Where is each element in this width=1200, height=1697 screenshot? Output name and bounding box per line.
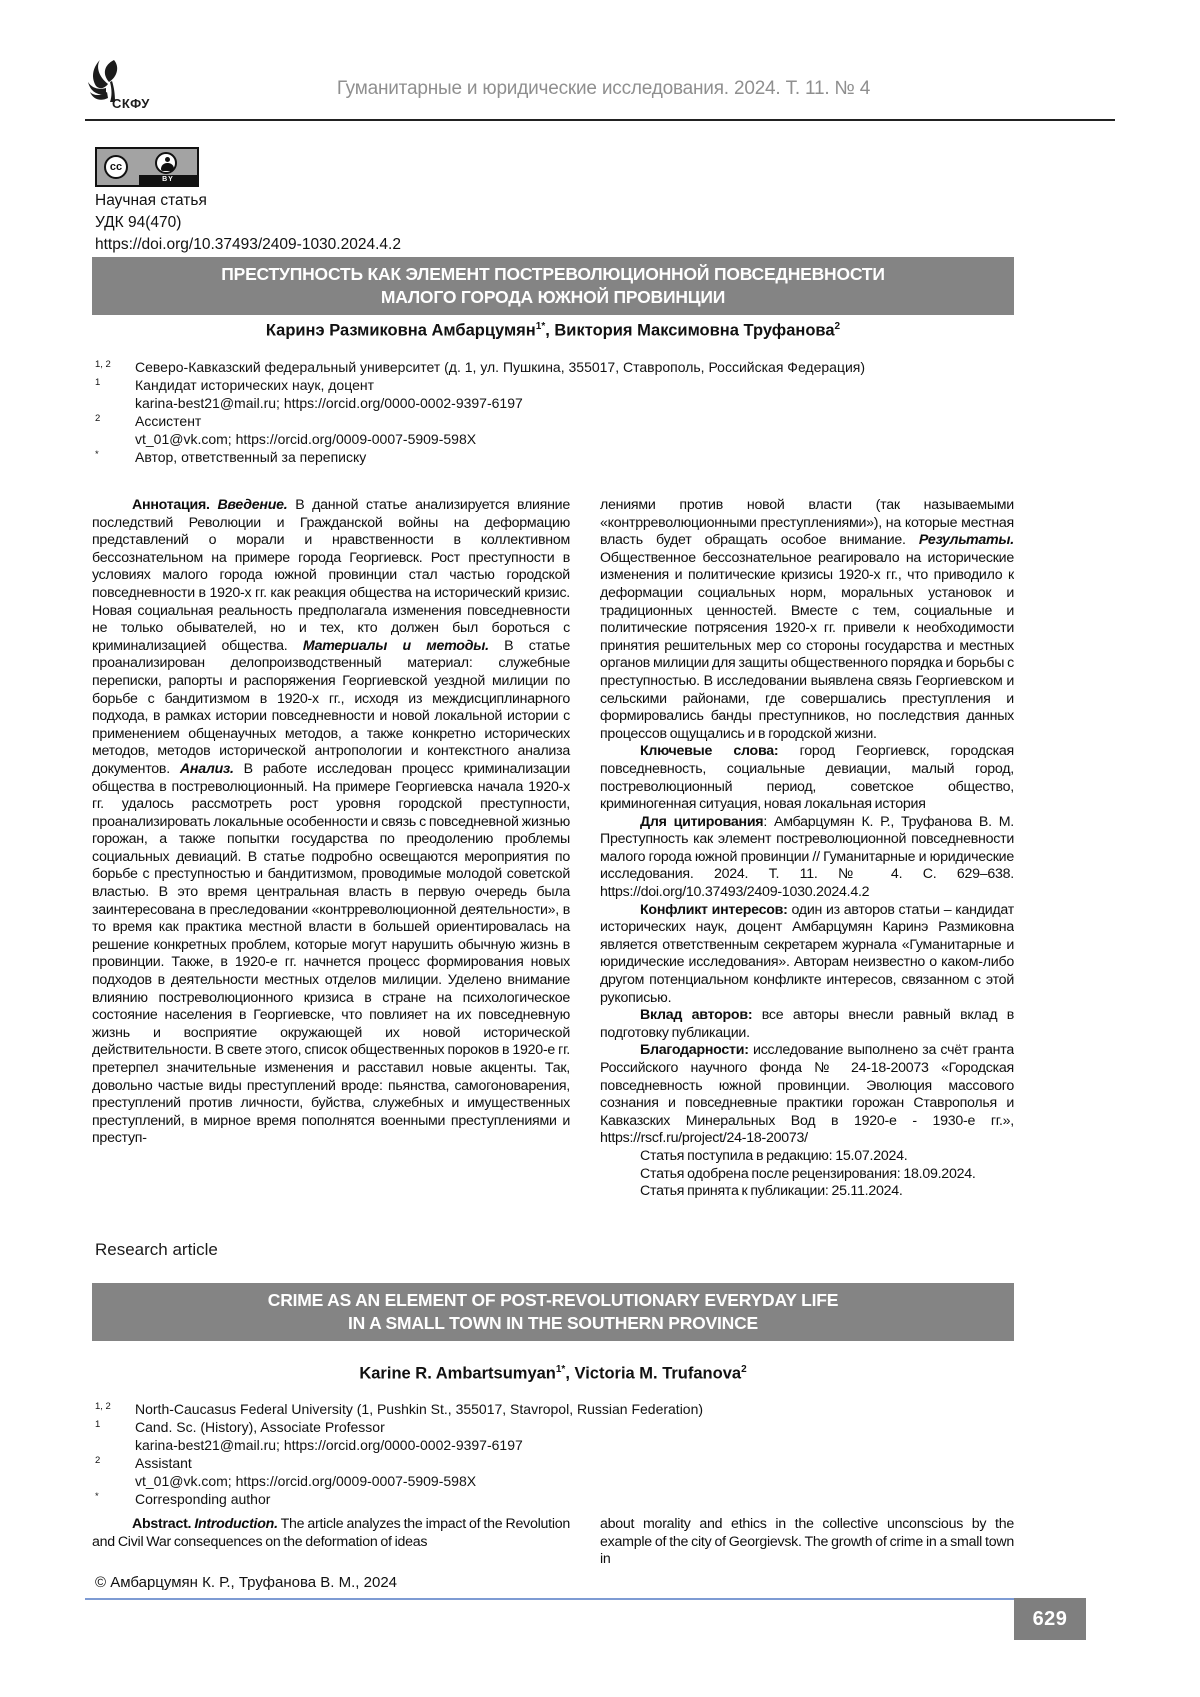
affiliation-text: Кандидат исторических наук, доцент <box>135 377 375 393</box>
article-meta <box>95 190 795 256</box>
affiliation-row <box>95 1436 975 1454</box>
affiliation-marker: 1, 2 <box>95 1401 111 1412</box>
ru-title-line1: ПРЕСТУПНОСТЬ КАК ЭЛЕМЕНТ ПОСТРЕВОЛЮЦИОННОЙ ПОВСЕДНЕВНОСТИ <box>221 264 885 284</box>
ru-affiliations <box>95 358 975 466</box>
text-run: В статье проанализирован делопроизводственный материал: служебные переписки, рапорты и распоряжения Георгиевской уездной милиции по борьбе с бандитизмом в 1920-х гг., исходя из междисциплинарного подхода, в рамках истории повседневности и новой локальной истории с применением общенаучных методов, а также конкретно исторических методов, методов исторической антропологии и контекстного анализа документов. <box>92 637 571 777</box>
affiliation-marker: * <box>95 449 99 460</box>
affiliation-text: vt_01@vk.com; https://orcid.org/0009-0007-5909-598X <box>135 431 477 447</box>
text-run: Introduction. <box>194 1516 278 1532</box>
en-abstract-right-column <box>600 1516 1014 1578</box>
en-title-line2: IN A SMALL TOWN IN THE SOUTHERN PROVINCE <box>347 1313 759 1333</box>
superscript-marker: 2 <box>741 1364 747 1375</box>
affiliation-marker: 2 <box>95 1455 101 1466</box>
superscript-marker: 1* <box>535 321 546 332</box>
en-title-line1: CRIME AS AN ELEMENT OF POST-REVOLUTIONARY EVERYDAY LIFE <box>267 1290 839 1310</box>
affiliation-row <box>95 1418 975 1436</box>
text-run: Статья одобрена после рецензирования: 18.09.2024. <box>640 1165 976 1182</box>
affiliation-row <box>95 412 975 430</box>
doi-link[interactable]: https://doi.org/10.37493/2409-1030.2024.4.2 <box>95 236 401 253</box>
article-type: Научная статья <box>95 192 207 209</box>
text-run: Для цитирования <box>640 813 764 830</box>
affiliation-row <box>95 376 975 394</box>
text-run: В данной статье анализируется влияние последствий Революции и Гражданской войны на деформацию представлений о морали и нравственности в коллективном бессознательном на примере города Георгиевск. Рост преступности в условиях малого города южной провинции стал частью городской повседневности в 1920-х гг. как реакция общества на исторический кризис. Новая социальная реальность предполагала изменения повседневности не только обывателей, но и тех, кто должен был бороться с криминализацией общества. <box>92 497 570 654</box>
paragraph <box>92 497 570 1148</box>
research-article-label: Research article <box>95 1240 218 1259</box>
paragraph <box>600 1183 1014 1201</box>
text-run: Ключевые слова: <box>640 743 779 760</box>
affiliation-marker: * <box>95 1491 99 1502</box>
affiliation-marker <box>95 1434 135 1452</box>
text-run: Введение. <box>217 497 288 513</box>
text-run: Karine R. Ambartsumyan <box>359 1364 556 1383</box>
text-run: Результаты. <box>918 532 1014 549</box>
footer-rule <box>85 1598 1014 1600</box>
en-abstract-left-column <box>92 1516 570 1578</box>
affiliation-marker: 2 <box>95 413 101 424</box>
text-run: город Георгиевск, городская повседневность, социальные девиации, малый город, постреволюционный период, советское общество, криминогенная ситуация, новая локальная история <box>600 743 1014 813</box>
text-run: все авторы внесли равный вклад в подготовку публикации. <box>600 1007 1014 1041</box>
text-run: Общественное бессознательное реагировало на исторические изменения и политические кризисы 1920-х гг., что приводило к деформации социальных норм, моральных установок и традиционных ценностей. Вместе с тем, социальные и политические потрясения 1920-х гг. привели к необходимости принятия решительных мер со стороны государства и местных органов милиции для защиты общественного порядка и борьбы с преступностью. В исследовании выявлена связь Георгиевском и сельскими районами, где совершались преступления и формировались банды преступников, но последствия данных процессов ощущались и в городской жизни. <box>600 549 1014 742</box>
en-affiliations <box>95 1400 975 1508</box>
text-run: : Амбарцумян К. Р., Труфанова В. М. Преступность как элемент постреволюционной повседневности малого города южной провинции // Гуманитарные и юридические исследования. 2024. Т. 11. № 4. С. 629–638. https://doi.org/10.37493/2409-1030.2024.4.2 <box>600 813 1014 901</box>
cc-license-badge[interactable] <box>95 147 199 187</box>
superscript-marker: 2 <box>834 321 841 332</box>
affiliation-text: Cand. Sc. (History), Associate Professor <box>135 1419 385 1435</box>
text-run: Каринэ Размиковна Амбарцумян <box>265 321 536 340</box>
affiliation-row <box>95 394 975 412</box>
en-authors <box>92 1364 1014 1384</box>
en-title-banner <box>92 1283 1014 1341</box>
text-run: Abstract. <box>132 1516 195 1532</box>
text-run: , Victoria M. Trufanova <box>565 1364 742 1383</box>
cc-icon: cc <box>104 155 128 179</box>
paragraph <box>600 1516 1014 1569</box>
journal-header-title: Гуманитарные и юридические исследования. 2024. Т. 11. № 4 <box>336 78 871 99</box>
ru-title-banner <box>92 257 1014 315</box>
affiliation-text: North-Caucasus Federal University (1, Pushkin St., 355017, Stavropol, Russian Federation) <box>135 1401 704 1417</box>
page-number-badge: 629 <box>1014 1598 1086 1640</box>
affiliation-text: vt_01@vk.com; https://orcid.org/0009-0007-5909-598X <box>135 1473 477 1489</box>
affiliation-marker <box>95 1470 135 1488</box>
text-run: Материалы и методы. <box>302 637 489 654</box>
affiliation-marker: 1, 2 <box>95 359 111 370</box>
text-run: исследование выполнено за счёт гранта Российского научного фонда № 24-18-20073 «Городская повседневность южной провинции. Эволюция массового сознания и повседневные практики горожан Ставрополья и Кавказских Минеральных Вод в 1920-е - 1930-е гг.», https://rscf.ru/project/24-18-20073/ <box>600 1042 1014 1147</box>
text-run: Вклад авторов: <box>640 1007 753 1024</box>
ru-authors <box>92 321 1014 341</box>
paragraph <box>600 1042 1014 1148</box>
paragraph <box>600 1148 1014 1166</box>
paragraph <box>600 902 1014 1008</box>
text-run: The article analyzes the impact of the Revolution and Civil War consequences on the deformation of ideas <box>92 1516 571 1550</box>
affiliation-row <box>95 1400 975 1418</box>
affiliation-text: Assistant <box>135 1455 192 1471</box>
affiliation-row <box>95 358 975 376</box>
affiliation-row <box>95 448 975 466</box>
paragraph <box>600 743 1014 813</box>
by-person-icon <box>155 152 177 174</box>
affiliation-text: Ассистент <box>135 413 202 429</box>
superscript-marker: 1* <box>555 1364 566 1375</box>
text-run: , Виктория Максимовна Труфанова <box>545 321 835 340</box>
affiliation-row <box>95 430 975 448</box>
ru-abstract-right-column <box>600 497 1014 1229</box>
affiliation-row <box>95 1490 975 1508</box>
affiliation-row <box>95 1472 975 1490</box>
footer-copyright: © Амбарцумян К. Р., Труфанова В. М., 2024 <box>95 1574 398 1591</box>
paragraph <box>600 814 1014 902</box>
text-run: лениями против новой власти (так называемыми «контрреволюционными преступлениями»), на которые местная власть будет обращать особое внимание. <box>600 497 1014 549</box>
affiliation-text: karina-best21@mail.ru; https://orcid.org/0000-0002-9397-6197 <box>135 395 523 411</box>
affiliation-text: Corresponding author <box>135 1491 271 1507</box>
text-run: Статья поступила в редакцию: 15.07.2024. <box>640 1147 908 1164</box>
text-run: один из авторов статьи – кандидат исторических наук, доцент Амбарцумян Каринэ Размиковна является ответственным секретарем журнала «Гуманитарные и юридические исследования». Авторам неизвестно о каком-либо другом потенциальном конфликте интересов, связанном с этой рукописью. <box>600 901 1014 1006</box>
affiliation-marker <box>95 392 135 410</box>
affiliation-row <box>95 1454 975 1472</box>
paragraph <box>600 1007 1014 1042</box>
ru-abstract-left-column <box>92 497 570 1229</box>
text-run: В работе исследован процесс криминализации общества в постреволюционный. На примере Георгиевска начала 1920-х гг. удалось рассмотреть рост уровня городской преступности, проанализировать локальные особенности и связь с повседневной жизнью горожан, а также попытки государства по преодолению проблемы социальных девиаций. В статье подробно освещаются мероприятия по борьбе с преступностью и бандитизмом, проводимые молодой советской властью. В это время центральная власть в первую очередь была заинтересована в преследовании «контрреволюционной деятельности», в то время как практика местной власти в большей ориентировалась на решение конкретных проблем, которые могут нарушить обычную жизнь в провинции. Также, в 1920-е гг. начнется процесс формирования новых подходов в деятельности местных отделов милиции. Уделено внимание влиянию постреволюционного кризиса в стране на психологическое состояние населения в Георгиевске, что повлияет на их повседневную жизнь и восприятие окружающей их новой исторической действительности. В свете этого, список общественных пороков в 1920-е гг. претерпел значительные изменения и расставил новые акценты. Так, довольно частые виды преступлений вроде: пьянства, самогоноварения, преступлений против личности, буйства, служебных и имущественных преступлений, в мирное время пополнятся военными преступлениями и преступ- <box>92 760 570 1147</box>
affiliation-marker: 1 <box>95 377 101 388</box>
text-run: Статья принята к публикации: 25.11.2024. <box>640 1183 903 1200</box>
text-run: Анализ. <box>179 760 234 777</box>
paragraph <box>600 1166 1014 1184</box>
en-abstract <box>92 1516 1014 1578</box>
cc-by-label: BY <box>139 175 197 185</box>
ru-title-line2: МАЛОГО ГОРОДА ЮЖНОЙ ПРОВИНЦИИ <box>380 287 726 307</box>
affiliation-text: Автор, ответственный за переписку <box>135 449 367 465</box>
affiliation-marker <box>95 428 135 446</box>
paragraph <box>92 1516 570 1551</box>
udk-number: УДК 94(470) <box>95 214 182 231</box>
affiliation-text: Северо-Кавказский федеральный университет (д. 1, ул. Пушкина, 355017, Ставрополь, Российская Федерация) <box>135 359 866 375</box>
text-run: Конфликт интересов: <box>640 901 788 918</box>
text-run: Благодарности: <box>640 1042 749 1059</box>
ru-abstract <box>92 497 1014 1229</box>
text-run: about morality and ethics in the collective unconscious by the example of the city of Georgievsk. The growth of crime in a small town in <box>600 1516 1014 1568</box>
paragraph <box>600 497 1014 743</box>
skfu-logo-text: СКФУ <box>112 96 150 111</box>
affiliation-marker: 1 <box>95 1419 101 1430</box>
header-rule <box>85 119 1115 121</box>
affiliation-text: karina-best21@mail.ru; https://orcid.org/0000-0002-9397-6197 <box>135 1437 523 1453</box>
text-run: Аннотация. <box>132 497 218 513</box>
